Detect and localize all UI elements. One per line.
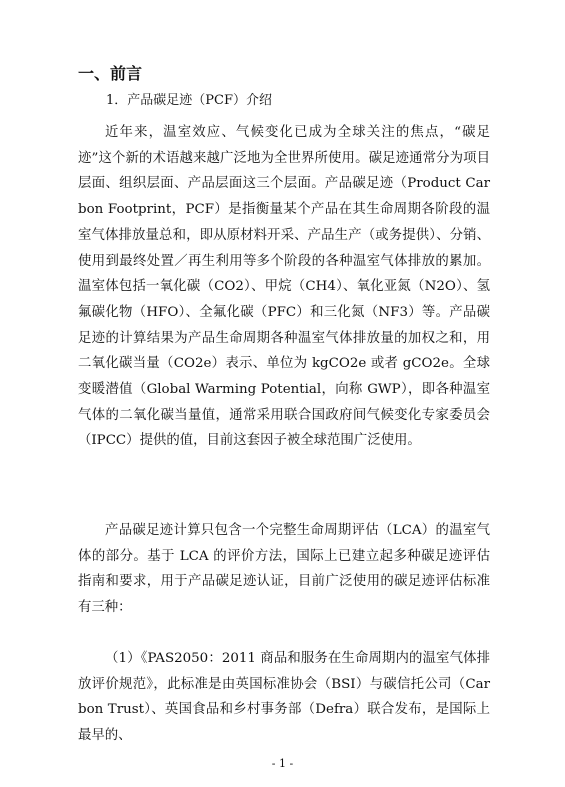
paragraph-pas2050: （1）《PAS2050：2011 商品和服务在生命周期内的温室气体排放评价规范》，此标准是由英国标准协会（BSI）与碳信托公司（Carbon Trust）、英国食品和乡村事务部（Defra）联合发布，是国际上最早的、 xyxy=(78,651,490,744)
page-number: - 1 - xyxy=(271,757,294,770)
paragraph-carbon-footprint-intro: 近年来，温室效应、气候变化已成为全球关注的焦点，“碳足迹”这个新的术语越来越广泛地为全世界所使用。碳足迹通常分为项目层面、组织层面、产品层面这三个层面。产品碳足迹（Product Carbon Footprint，PCF）是指衡量某个产品在其生命周期各阶段的温室气体排放量总和，即从原材料开采、产品生产（或务提供）、分销、使用到最终处置／再生利用等多个阶段的各种温室气体排放的累加。温室体包括一氧化碳（CO2）、甲烷（CH4）、氧化亚氮（N2O）、氢氟碳化物（HFO）、全氟化碳（PFC）和三化氮（NF3）等。产品碳足迹的计算结果为产品生命周期各种温室气体排放量的加权之和，用二氧化碳当量（CO2e）表示、单位为 kgCO2e 或者 gCO2e。全球变暖潜值（Global Warming Potential，向称 GWP），即各种温室气体的二氧化碳当量值，通常采用联合国政府间气候变化专家委员会（IPCC）提供的值，目前这套因子被全球范围广泛使用。 xyxy=(78,125,490,449)
paragraph-lca-standards: 产品碳足迹计算只包含一个完整生命周期评估（LCA）的温室气体的部分。基于 LCA 的评价方法，国际上已建立起多种碳足迹评估指南和要求，用于产品碳足迹认证，目前广泛使用的碳足迹评估标准有三种： xyxy=(78,523,490,616)
subsection-heading: 1．产品碳足迹（PCF）介绍 xyxy=(106,93,272,108)
section-heading: 一、前言 xyxy=(78,64,143,83)
